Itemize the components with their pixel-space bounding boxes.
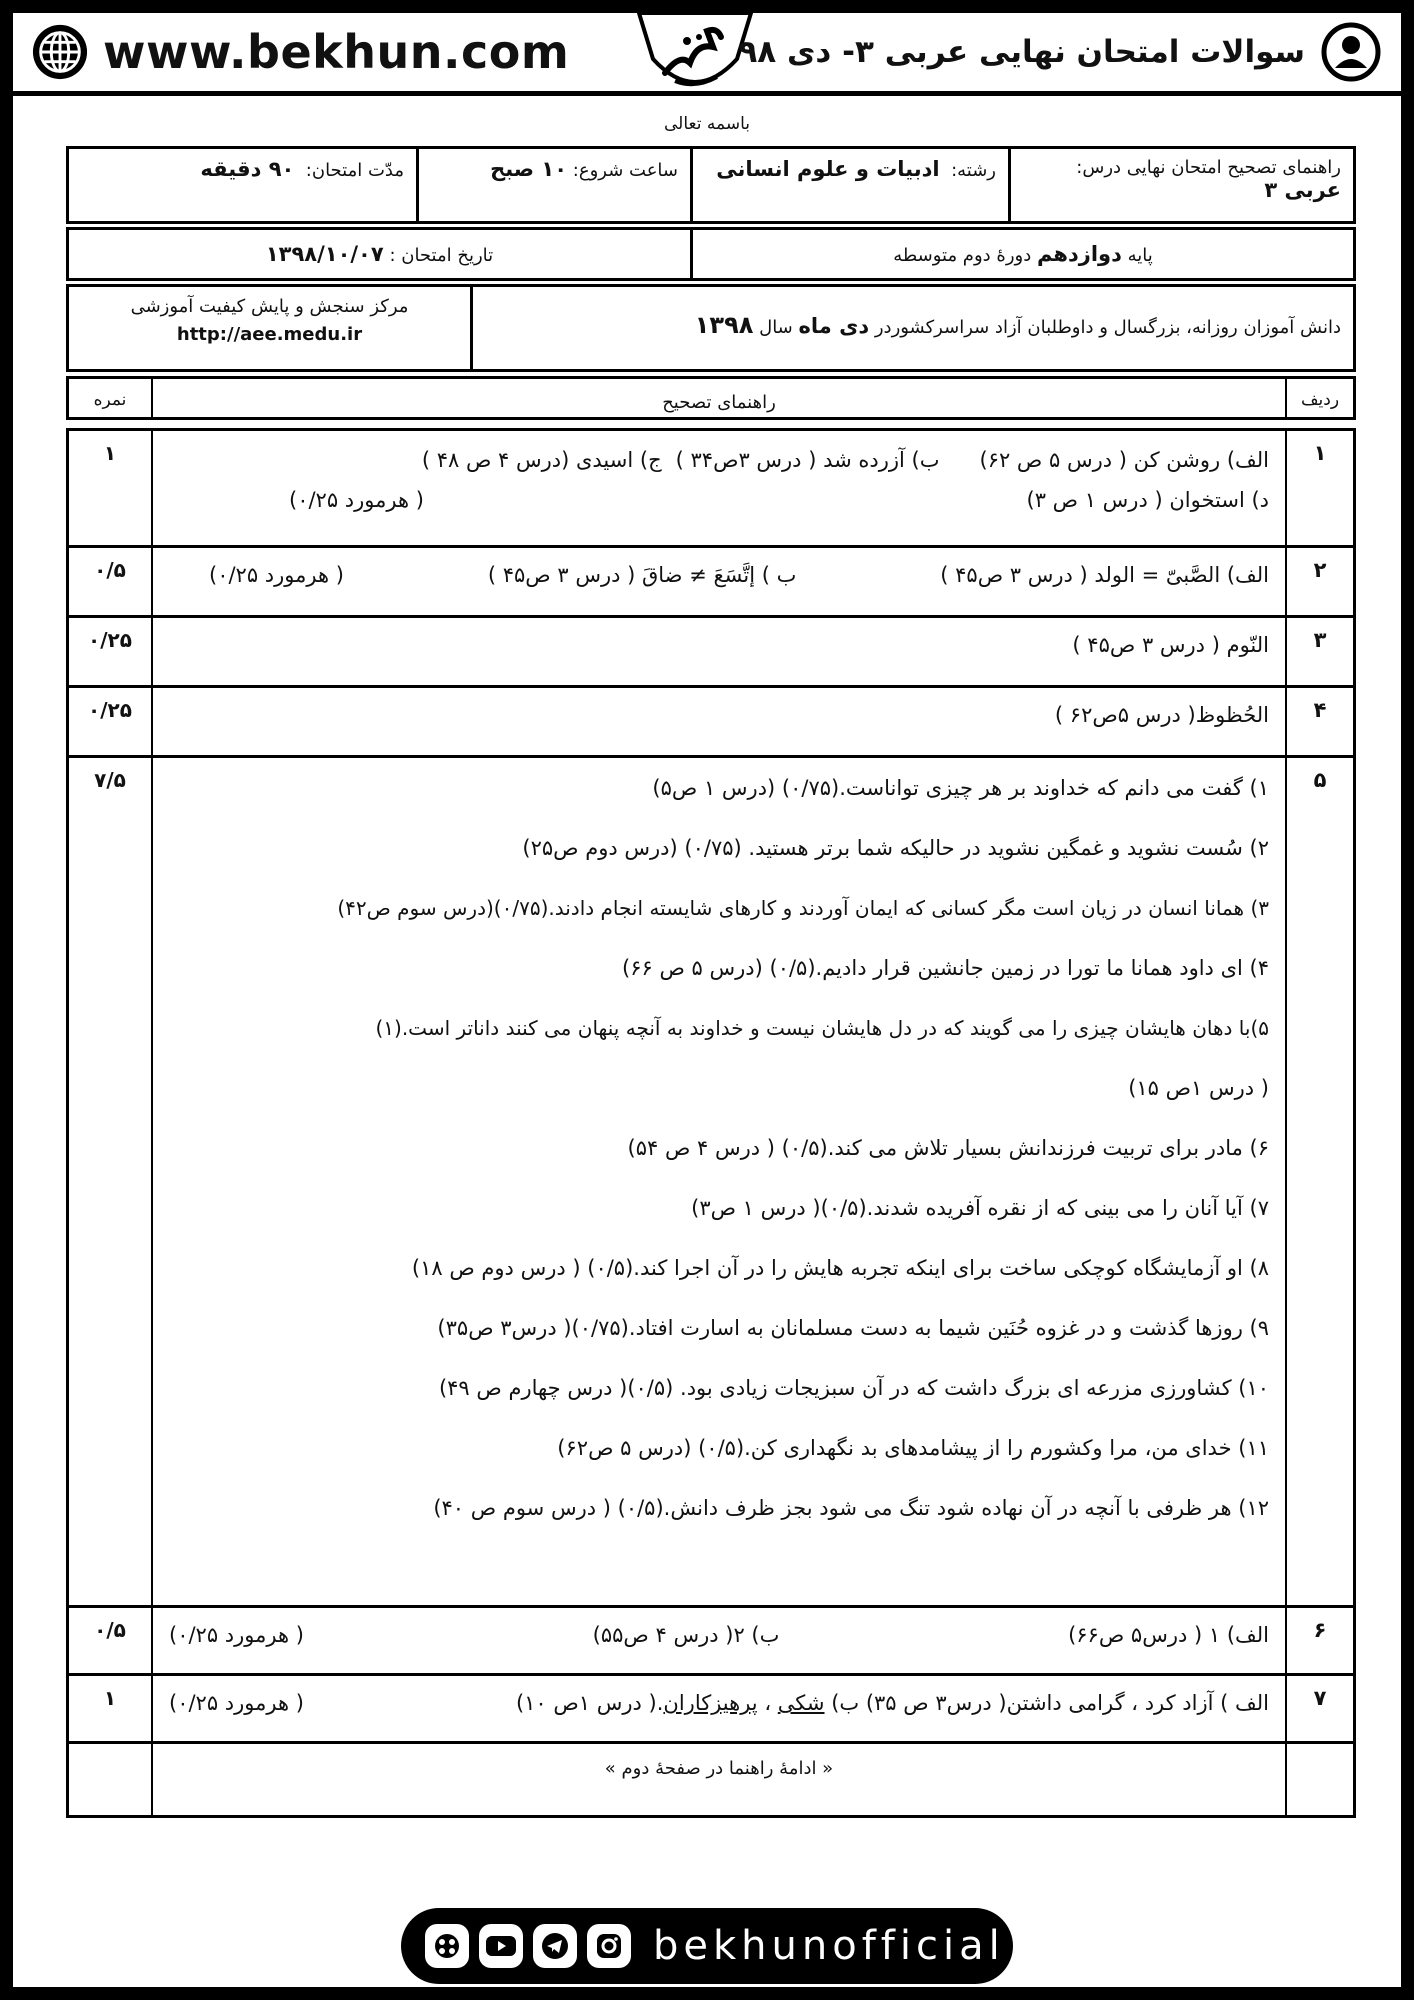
- translation-line: ۲) سُست نشوید و غمگین نشوید در حالیکه شما برتر هستید. (۰/۷۵) (درس دوم ص۲۵): [522, 836, 1269, 860]
- field-cell: [693, 149, 1011, 221]
- answer-line: [169, 560, 1269, 590]
- basmala: باسمه تعالی: [664, 114, 750, 134]
- points-each: ( هرمورد ۰/۲۵): [209, 563, 344, 587]
- exam-title-text: سوالات امتحان نهایی عربی ۳- دی ۹۸: [738, 34, 1305, 70]
- translation-line: ۸) او آزمایشگاه کوچکی ساخت برای اینکه تجربه هایش را در آن اجرا کند.(۰/۵) ( درس دوم ص ۱۸): [411, 1256, 1269, 1280]
- translation-line: ۱۰) کشاورزی مزرعه ای بزرگ داشت که در آن سبزیجات زیادی بود. (۰/۵)( درس چهارم ص ۴۹): [438, 1376, 1269, 1400]
- translation-line: ۱۲) هر ظرفی با آنچه در آن نهاده شود تنگ می شود بجز ظرف دانش.(۰/۵) ( درس سوم ص ۴۰): [433, 1496, 1269, 1520]
- col-score-header: نمره: [93, 390, 127, 410]
- translation-line: ۱) گفت می دانم که خداوند بر هر چیزی تواناست.(۰/۷۵) (درس ۱ ص۵): [652, 776, 1269, 800]
- translation-line: ۳) همانا انسان در زیان است مگر کسانی که ایمان آوردند و کارهای شایسته انجام دادند.(۰/۷۵)(درس سوم ص۴۲): [337, 896, 1269, 920]
- site-link[interactable]: [31, 21, 569, 83]
- answer-text: [516, 1688, 1269, 1718]
- translation-line: ۴) ای داود همانا ما تورا در زمین جانشین قرار دادیم.(۰/۵) (درس ۵ ص ۶۶): [622, 956, 1269, 980]
- answer-line: [169, 1620, 1269, 1650]
- translation-line: ۷) آیا آنان را می بینی که از نقره آفریده شدند.(۰/۵)( درس ۱ ص۳): [691, 1196, 1269, 1220]
- start-time-cell: [419, 149, 693, 221]
- row-number: ۵: [1313, 768, 1327, 792]
- underlined-word: پرهیزکاران: [663, 1691, 758, 1715]
- row-number: ۱: [1313, 441, 1327, 465]
- globe-icon: [31, 23, 89, 81]
- row-score: ۰/۲۵: [88, 628, 132, 652]
- answer-part-a: الف) روشن کن ( درس ۵ ص ۶۲): [979, 448, 1269, 472]
- answer-line: [169, 483, 1269, 517]
- duration-cell: [69, 149, 419, 221]
- underlined-word: شکی: [777, 1691, 825, 1715]
- top-banner: [13, 13, 1401, 96]
- answer-part-b: ب ) إتَّسَعَ ≠ ضاقَ ( درس ۳ ص۴۵ ): [487, 563, 797, 587]
- answer-line: [169, 443, 1269, 477]
- row-score: ۰/۲۵: [88, 698, 132, 722]
- row-number: ۲: [1313, 558, 1327, 582]
- year-value: ۱۳۹۸: [694, 311, 754, 339]
- telegram-icon[interactable]: [533, 1924, 577, 1968]
- row-number: ۴: [1313, 698, 1327, 722]
- start-time-label: ساعت شروع:: [572, 160, 678, 181]
- row-answer: [151, 431, 1287, 545]
- table-row: [66, 1744, 1356, 1818]
- answer-part-d: د) استخوان ( درس ۱ ص ۳): [1026, 488, 1269, 512]
- duration-label: مدّت امتحان:: [305, 160, 404, 181]
- exam-date-label: تاریخ امتحان :: [389, 245, 494, 266]
- site-url[interactable]: www.bekhun.com: [103, 25, 570, 79]
- row-answer: [151, 758, 1287, 1605]
- user-icon: [1321, 22, 1381, 82]
- answer-part-b: ب) آزرده شد ( درس ۳ص۳۴ ): [675, 448, 940, 472]
- row-answer: النّوم ( درس ۳ ص۴۵ ): [151, 618, 1287, 685]
- col-row-header: ردیف: [1300, 390, 1340, 410]
- table-row: [66, 758, 1356, 1608]
- answer-part-a: الف) ۱ ( درس۵ ص۶۶): [1068, 1623, 1269, 1647]
- bekhun-logo: [635, 13, 755, 103]
- candidates-text: دانش آموزان روزانه، بزرگسال و داوطلبان آزاد سراسرکشوردر: [874, 317, 1341, 338]
- row-score: ۱: [103, 441, 117, 465]
- grade-cell: [693, 230, 1353, 278]
- separator: ،: [757, 1691, 778, 1715]
- answer-part-a: الف ) آزاد کرد ، گرامی داشتن( درس۳ ص ۳۵) ب): [831, 1691, 1269, 1715]
- grade-value: دوازدهم: [1036, 242, 1122, 266]
- answer-reference: .( درس ۱ص ۱۰): [515, 1691, 664, 1715]
- exam-date-cell: [69, 230, 693, 278]
- organization-url[interactable]: http://aee.medu.ir: [176, 324, 363, 345]
- organization-name: مرکز سنجش و پایش کیفیت آموزشی: [130, 296, 409, 317]
- answer-key-table: [66, 376, 1356, 1818]
- exam-month: دی ماه: [798, 314, 870, 338]
- aparat-icon[interactable]: [425, 1924, 469, 1968]
- info-row-candidates: [66, 284, 1356, 372]
- table-row: [66, 1676, 1356, 1744]
- grade-suffix: دورۀ دوم متوسطه: [893, 245, 1032, 266]
- table-row: [66, 688, 1356, 758]
- row-answer: [151, 548, 1287, 615]
- row-number: ۷: [1313, 1686, 1327, 1710]
- exam-date-value: ۱۳۹۸/۱۰/۰۷: [265, 242, 384, 266]
- candidates-cell: [473, 287, 1353, 369]
- youtube-icon[interactable]: [479, 1924, 523, 1968]
- answer-part-c: ج) اسیدی (درس ۴ ص ۴۸ ): [421, 448, 662, 472]
- exam-info-table: [66, 146, 1356, 372]
- start-time-value: ۱۰ صبح: [490, 157, 568, 181]
- social-handle[interactable]: bekhunofficial: [653, 1923, 1005, 1969]
- course-label: راهنمای تصحیح امتحان نهایی درس:: [1076, 157, 1341, 178]
- answer-part-a: الف) الصَّبیّ = الولد ( درس ۳ ص۴۵ ): [940, 563, 1269, 587]
- social-footer[interactable]: [401, 1908, 1013, 1984]
- row-answer: الحُظوظ( درس ۵ص۶۲ ): [151, 688, 1287, 755]
- instagram-icon[interactable]: [587, 1924, 631, 1968]
- exam-title: [738, 21, 1381, 83]
- organization-cell: [69, 287, 473, 369]
- row-score: [69, 1744, 151, 1815]
- points-each: ( هرمورد ۰/۲۵): [169, 1623, 304, 1647]
- table-row: [66, 428, 1356, 548]
- field-value: ادبیات و علوم انسانی: [716, 157, 940, 181]
- translation-line: ۵)با دهان هایشان چیزی را می گویند که در دل هایشان نیست و خداوند به آنچه پنهان می کنند داناتر است.(۱): [375, 1016, 1269, 1040]
- table-row: [66, 1608, 1356, 1676]
- row-score: ۷/۵: [94, 768, 126, 792]
- translation-line: ۹) روزها گذشت و در غزوه حُنَین شیما به دست مسلمانان به اسارت افتاد.(۰/۷۵)( درس۳ ص۳۵): [437, 1316, 1269, 1340]
- row-answer: [151, 1608, 1287, 1673]
- row-score: ۱: [103, 1686, 117, 1710]
- row-answer: [151, 1676, 1287, 1741]
- row-score: ۰/۵: [94, 558, 126, 582]
- row-score: ۰/۵: [94, 1618, 126, 1642]
- translation-line: ۱۱) خدای من، مرا وکشورم را از پیشامدهای بد نگهداری کن.(۰/۵) (درس ۵ ص۶۲): [557, 1436, 1269, 1460]
- points-each: ( هرمورد ۰/۲۵): [289, 488, 424, 512]
- answer-part-b: ب) ۲( درس ۴ ص۵۵): [592, 1623, 780, 1647]
- row-number: [1287, 1744, 1353, 1815]
- row-number: ۳: [1313, 628, 1327, 652]
- course-cell: [1011, 149, 1353, 221]
- table-row: [66, 618, 1356, 688]
- row-number: ۶: [1313, 1618, 1327, 1642]
- translation-line: ( درس ۱ص ۱۵): [1128, 1076, 1269, 1100]
- table-header: [66, 376, 1356, 420]
- translation-line: ۶) مادر برای تربیت فرزندانش بسیار تلاش می کند.(۰/۵) ( درس ۴ ص ۵۴): [627, 1136, 1269, 1160]
- answer-line: [169, 1688, 1269, 1718]
- table-row: [66, 548, 1356, 618]
- info-row-course: [66, 146, 1356, 224]
- grade-prefix: پایه: [1127, 245, 1153, 266]
- field-label: رشته:: [951, 160, 996, 181]
- info-row-grade: [66, 227, 1356, 281]
- year-label: سال: [759, 317, 793, 338]
- duration-value: ۹۰ دقیقه: [200, 157, 295, 181]
- course-value: عربی ۳: [1264, 178, 1341, 202]
- continued-note: « ادامۀ راهنما در صفحۀ دوم »: [151, 1744, 1287, 1815]
- points-each: ( هرمورد ۰/۲۵): [169, 1691, 304, 1715]
- col-guide-header: راهنمای تصحیح: [151, 379, 1287, 417]
